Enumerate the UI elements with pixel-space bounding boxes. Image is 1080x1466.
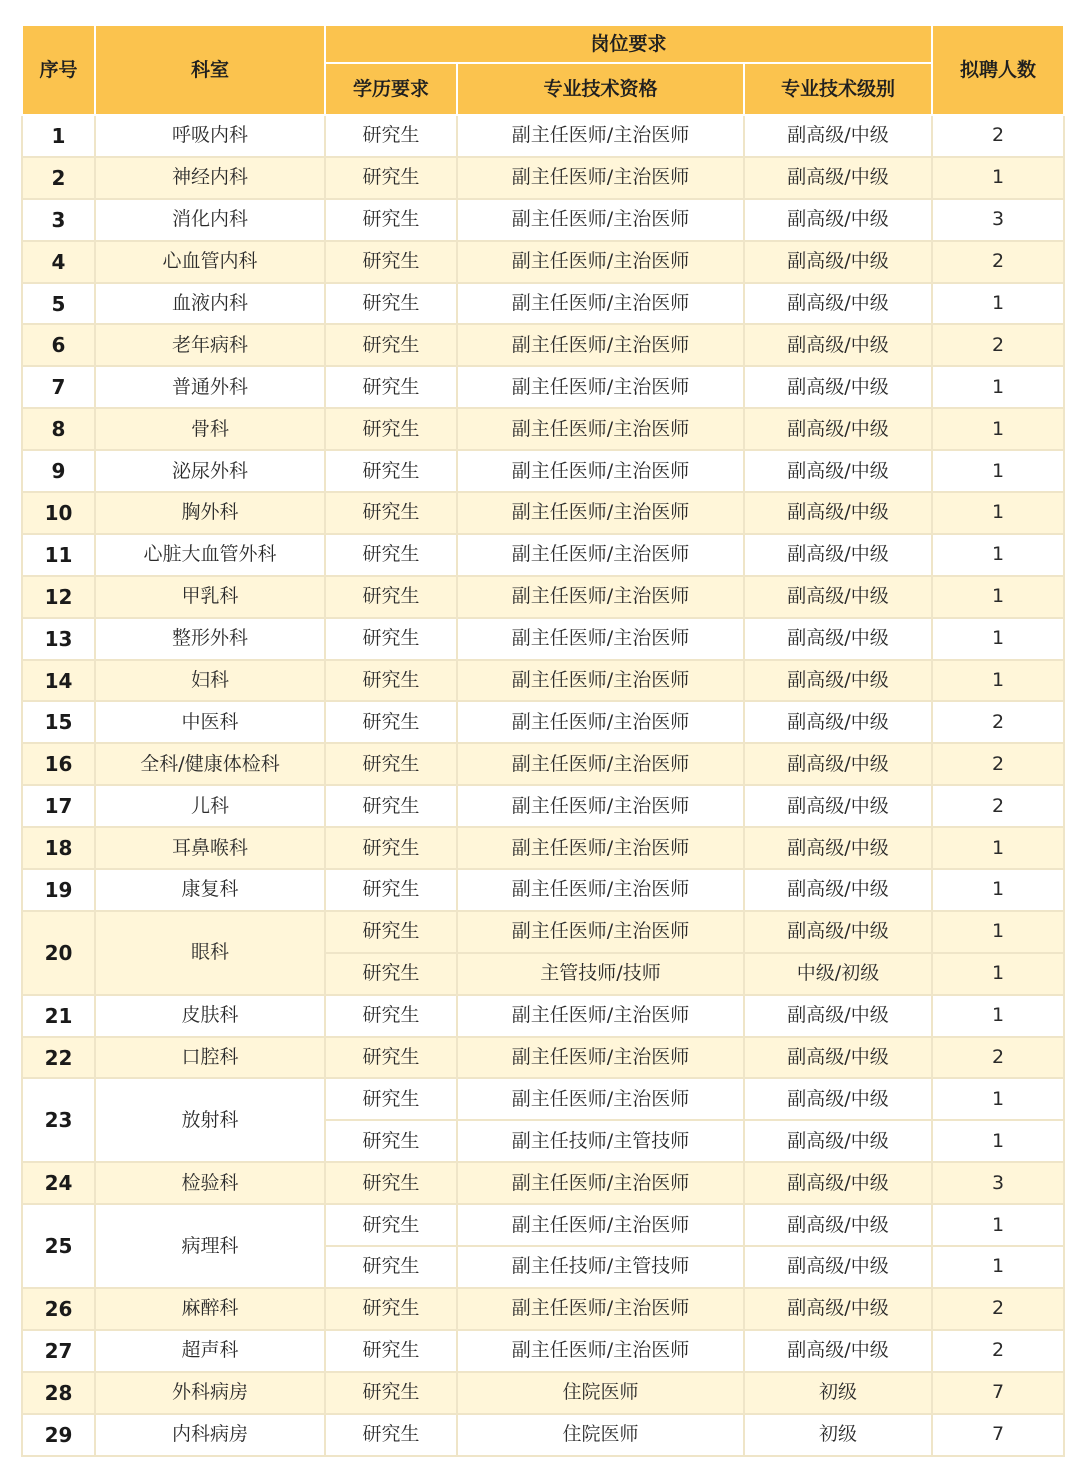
cell-seq: 21 — [22, 995, 95, 1037]
cell-education: 研究生 — [325, 1330, 457, 1372]
cell-education: 研究生 — [325, 1037, 457, 1079]
table-row — [22, 1078, 1064, 1120]
cell-qualification: 副主任医师/主治医师 — [457, 283, 744, 325]
cell-seq: 3 — [22, 199, 95, 241]
cell-level: 副高级/中级 — [744, 911, 932, 953]
cell-qualification: 住院医师 — [457, 1414, 744, 1456]
cell-planned-count: 3 — [932, 199, 1064, 241]
header-qualification: 专业技术资格 — [457, 63, 744, 115]
cell-level: 初级 — [744, 1372, 932, 1414]
table-row — [22, 785, 1064, 827]
cell-planned-count: 7 — [932, 1414, 1064, 1456]
table-row — [22, 408, 1064, 450]
cell-seq: 24 — [22, 1162, 95, 1204]
header-level: 专业技术级别 — [744, 63, 932, 115]
table-row — [22, 492, 1064, 534]
cell-qualification: 副主任医师/主治医师 — [457, 241, 744, 283]
cell-department: 皮肤科 — [95, 995, 325, 1037]
cell-planned-count: 2 — [932, 1330, 1064, 1372]
table-row — [22, 660, 1064, 702]
cell-seq: 7 — [22, 366, 95, 408]
cell-qualification: 住院医师 — [457, 1372, 744, 1414]
cell-education: 研究生 — [325, 241, 457, 283]
cell-department: 心脏大血管外科 — [95, 534, 325, 576]
cell-planned-count: 1 — [932, 157, 1064, 199]
cell-level: 副高级/中级 — [744, 618, 932, 660]
cell-department: 泌尿外科 — [95, 450, 325, 492]
cell-education: 研究生 — [325, 1246, 457, 1288]
cell-level: 副高级/中级 — [744, 1330, 932, 1372]
cell-level: 副高级/中级 — [744, 1037, 932, 1079]
cell-planned-count: 2 — [932, 743, 1064, 785]
cell-education: 研究生 — [325, 1372, 457, 1414]
table-row — [22, 995, 1064, 1037]
cell-level: 副高级/中级 — [744, 199, 932, 241]
cell-qualification: 副主任医师/主治医师 — [457, 1037, 744, 1079]
cell-level: 副高级/中级 — [744, 995, 932, 1037]
table-row — [22, 743, 1064, 785]
cell-seq: 10 — [22, 492, 95, 534]
cell-level: 副高级/中级 — [744, 366, 932, 408]
cell-education: 研究生 — [325, 199, 457, 241]
cell-level: 副高级/中级 — [744, 115, 932, 157]
cell-seq: 29 — [22, 1414, 95, 1456]
cell-department: 神经内科 — [95, 157, 325, 199]
cell-education: 研究生 — [325, 618, 457, 660]
table-row — [22, 199, 1064, 241]
cell-department: 呼吸内科 — [95, 115, 325, 157]
cell-planned-count: 1 — [932, 618, 1064, 660]
cell-qualification: 主管技师/技师 — [457, 953, 744, 995]
cell-planned-count: 2 — [932, 241, 1064, 283]
cell-department: 妇科 — [95, 660, 325, 702]
cell-seq: 6 — [22, 324, 95, 366]
cell-level: 初级 — [744, 1414, 932, 1456]
cell-planned-count: 1 — [932, 869, 1064, 911]
cell-department: 中医科 — [95, 701, 325, 743]
table-row — [22, 1037, 1064, 1079]
cell-planned-count: 1 — [932, 911, 1064, 953]
cell-planned-count: 2 — [932, 1037, 1064, 1079]
cell-seq: 11 — [22, 534, 95, 576]
cell-qualification: 副主任医师/主治医师 — [457, 199, 744, 241]
cell-education: 研究生 — [325, 283, 457, 325]
cell-department: 儿科 — [95, 785, 325, 827]
cell-department: 胸外科 — [95, 492, 325, 534]
cell-level: 副高级/中级 — [744, 492, 932, 534]
cell-planned-count: 1 — [932, 1246, 1064, 1288]
cell-qualification: 副主任医师/主治医师 — [457, 492, 744, 534]
cell-planned-count: 1 — [932, 283, 1064, 325]
cell-seq: 4 — [22, 241, 95, 283]
table-body — [22, 115, 1064, 1456]
cell-level: 副高级/中级 — [744, 827, 932, 869]
cell-seq: 5 — [22, 283, 95, 325]
cell-education: 研究生 — [325, 743, 457, 785]
cell-qualification: 副主任医师/主治医师 — [457, 576, 744, 618]
cell-level: 副高级/中级 — [744, 157, 932, 199]
cell-qualification: 副主任医师/主治医师 — [457, 324, 744, 366]
cell-department: 口腔科 — [95, 1037, 325, 1079]
table-row — [22, 1372, 1064, 1414]
cell-seq: 17 — [22, 785, 95, 827]
cell-level: 副高级/中级 — [744, 1078, 932, 1120]
cell-seq: 19 — [22, 869, 95, 911]
cell-department: 病理科 — [95, 1204, 325, 1288]
cell-education: 研究生 — [325, 995, 457, 1037]
table-row — [22, 1330, 1064, 1372]
table-row — [22, 534, 1064, 576]
cell-qualification: 副主任医师/主治医师 — [457, 743, 744, 785]
cell-level: 副高级/中级 — [744, 743, 932, 785]
cell-seq: 25 — [22, 1204, 95, 1288]
cell-level: 副高级/中级 — [744, 1120, 932, 1162]
cell-level: 副高级/中级 — [744, 324, 932, 366]
cell-qualification: 副主任医师/主治医师 — [457, 115, 744, 157]
cell-seq: 28 — [22, 1372, 95, 1414]
cell-education: 研究生 — [325, 115, 457, 157]
cell-department: 甲乳科 — [95, 576, 325, 618]
cell-seq: 20 — [22, 911, 95, 995]
cell-education: 研究生 — [325, 408, 457, 450]
table-row — [22, 157, 1064, 199]
recruitment-table — [21, 24, 1065, 1457]
cell-department: 耳鼻喉科 — [95, 827, 325, 869]
cell-seq: 2 — [22, 157, 95, 199]
cell-qualification: 副主任医师/主治医师 — [457, 701, 744, 743]
cell-level: 副高级/中级 — [744, 1204, 932, 1246]
cell-education: 研究生 — [325, 1120, 457, 1162]
cell-seq: 8 — [22, 408, 95, 450]
header-education: 学历要求 — [325, 63, 457, 115]
cell-planned-count: 1 — [932, 1120, 1064, 1162]
table-row — [22, 701, 1064, 743]
cell-department: 内科病房 — [95, 1414, 325, 1456]
cell-qualification: 副主任医师/主治医师 — [457, 660, 744, 702]
cell-seq: 13 — [22, 618, 95, 660]
table-row — [22, 1288, 1064, 1330]
cell-department: 麻醉科 — [95, 1288, 325, 1330]
cell-department: 康复科 — [95, 869, 325, 911]
cell-education: 研究生 — [325, 827, 457, 869]
header-position-requirements: 岗位要求 — [325, 25, 932, 63]
cell-qualification: 副主任技师/主管技师 — [457, 1120, 744, 1162]
cell-planned-count: 3 — [932, 1162, 1064, 1204]
cell-seq: 9 — [22, 450, 95, 492]
cell-education: 研究生 — [325, 1204, 457, 1246]
cell-planned-count: 2 — [932, 115, 1064, 157]
cell-department: 心血管内科 — [95, 241, 325, 283]
cell-department: 全科/健康体检科 — [95, 743, 325, 785]
cell-education: 研究生 — [325, 534, 457, 576]
cell-department: 检验科 — [95, 1162, 325, 1204]
cell-education: 研究生 — [325, 701, 457, 743]
cell-seq: 14 — [22, 660, 95, 702]
table-row — [22, 827, 1064, 869]
cell-education: 研究生 — [325, 366, 457, 408]
cell-education: 研究生 — [325, 492, 457, 534]
cell-planned-count: 1 — [932, 450, 1064, 492]
cell-level: 副高级/中级 — [744, 1288, 932, 1330]
table-row — [22, 450, 1064, 492]
cell-level: 副高级/中级 — [744, 241, 932, 283]
cell-planned-count: 7 — [932, 1372, 1064, 1414]
table-row — [22, 324, 1064, 366]
cell-planned-count: 1 — [932, 953, 1064, 995]
cell-qualification: 副主任医师/主治医师 — [457, 785, 744, 827]
table-header — [22, 25, 1064, 115]
cell-education: 研究生 — [325, 324, 457, 366]
table-row — [22, 241, 1064, 283]
cell-qualification: 副主任医师/主治医师 — [457, 408, 744, 450]
header-department: 科室 — [95, 25, 325, 115]
cell-department: 骨科 — [95, 408, 325, 450]
cell-level: 副高级/中级 — [744, 408, 932, 450]
cell-seq: 12 — [22, 576, 95, 618]
cell-level: 副高级/中级 — [744, 869, 932, 911]
cell-planned-count: 1 — [932, 1078, 1064, 1120]
cell-planned-count: 1 — [932, 366, 1064, 408]
cell-education: 研究生 — [325, 450, 457, 492]
cell-planned-count: 2 — [932, 785, 1064, 827]
cell-seq: 27 — [22, 1330, 95, 1372]
cell-qualification: 副主任医师/主治医师 — [457, 1078, 744, 1120]
cell-education: 研究生 — [325, 1078, 457, 1120]
cell-department: 普通外科 — [95, 366, 325, 408]
cell-seq: 15 — [22, 701, 95, 743]
table-row — [22, 115, 1064, 157]
cell-seq: 18 — [22, 827, 95, 869]
table-row — [22, 1162, 1064, 1204]
cell-qualification: 副主任医师/主治医师 — [457, 450, 744, 492]
cell-planned-count: 1 — [932, 660, 1064, 702]
cell-education: 研究生 — [325, 1414, 457, 1456]
cell-seq: 16 — [22, 743, 95, 785]
cell-education: 研究生 — [325, 157, 457, 199]
cell-level: 副高级/中级 — [744, 701, 932, 743]
cell-department: 整形外科 — [95, 618, 325, 660]
cell-qualification: 副主任医师/主治医师 — [457, 618, 744, 660]
cell-planned-count: 1 — [932, 576, 1064, 618]
cell-level: 副高级/中级 — [744, 534, 932, 576]
cell-qualification: 副主任医师/主治医师 — [457, 157, 744, 199]
cell-qualification: 副主任医师/主治医师 — [457, 911, 744, 953]
cell-department: 外科病房 — [95, 1372, 325, 1414]
table-row — [22, 869, 1064, 911]
cell-department: 消化内科 — [95, 199, 325, 241]
cell-level: 副高级/中级 — [744, 576, 932, 618]
cell-education: 研究生 — [325, 660, 457, 702]
cell-planned-count: 2 — [932, 324, 1064, 366]
cell-qualification: 副主任医师/主治医师 — [457, 366, 744, 408]
cell-department: 放射科 — [95, 1078, 325, 1162]
cell-qualification: 副主任医师/主治医师 — [457, 1162, 744, 1204]
table-row — [22, 911, 1064, 953]
cell-level: 中级/初级 — [744, 953, 932, 995]
cell-department: 眼科 — [95, 911, 325, 995]
table-row — [22, 366, 1064, 408]
table-row — [22, 283, 1064, 325]
cell-education: 研究生 — [325, 953, 457, 995]
table-row — [22, 576, 1064, 618]
cell-qualification: 副主任医师/主治医师 — [457, 995, 744, 1037]
cell-planned-count: 1 — [932, 492, 1064, 534]
cell-education: 研究生 — [325, 911, 457, 953]
header-planned-count: 拟聘人数 — [932, 25, 1064, 115]
cell-level: 副高级/中级 — [744, 283, 932, 325]
cell-seq: 26 — [22, 1288, 95, 1330]
cell-education: 研究生 — [325, 1162, 457, 1204]
cell-education: 研究生 — [325, 1288, 457, 1330]
cell-seq: 22 — [22, 1037, 95, 1079]
cell-qualification: 副主任医师/主治医师 — [457, 869, 744, 911]
cell-level: 副高级/中级 — [744, 1246, 932, 1288]
table-row — [22, 618, 1064, 660]
cell-qualification: 副主任医师/主治医师 — [457, 1204, 744, 1246]
cell-department: 老年病科 — [95, 324, 325, 366]
cell-department: 超声科 — [95, 1330, 325, 1372]
cell-planned-count: 2 — [932, 1288, 1064, 1330]
cell-planned-count: 1 — [932, 827, 1064, 869]
cell-planned-count: 1 — [932, 534, 1064, 576]
table-row — [22, 1204, 1064, 1246]
cell-level: 副高级/中级 — [744, 785, 932, 827]
cell-planned-count: 1 — [932, 995, 1064, 1037]
header-seq: 序号 — [22, 25, 95, 115]
cell-level: 副高级/中级 — [744, 660, 932, 702]
cell-qualification: 副主任技师/主管技师 — [457, 1246, 744, 1288]
cell-level: 副高级/中级 — [744, 450, 932, 492]
cell-planned-count: 1 — [932, 408, 1064, 450]
cell-qualification: 副主任医师/主治医师 — [457, 534, 744, 576]
cell-department: 血液内科 — [95, 283, 325, 325]
table-row — [22, 1414, 1064, 1456]
cell-education: 研究生 — [325, 785, 457, 827]
cell-education: 研究生 — [325, 869, 457, 911]
cell-qualification: 副主任医师/主治医师 — [457, 1288, 744, 1330]
cell-qualification: 副主任医师/主治医师 — [457, 1330, 744, 1372]
cell-education: 研究生 — [325, 576, 457, 618]
cell-qualification: 副主任医师/主治医师 — [457, 827, 744, 869]
cell-planned-count: 1 — [932, 1204, 1064, 1246]
cell-seq: 1 — [22, 115, 95, 157]
cell-planned-count: 2 — [932, 701, 1064, 743]
cell-seq: 23 — [22, 1078, 95, 1162]
cell-level: 副高级/中级 — [744, 1162, 932, 1204]
